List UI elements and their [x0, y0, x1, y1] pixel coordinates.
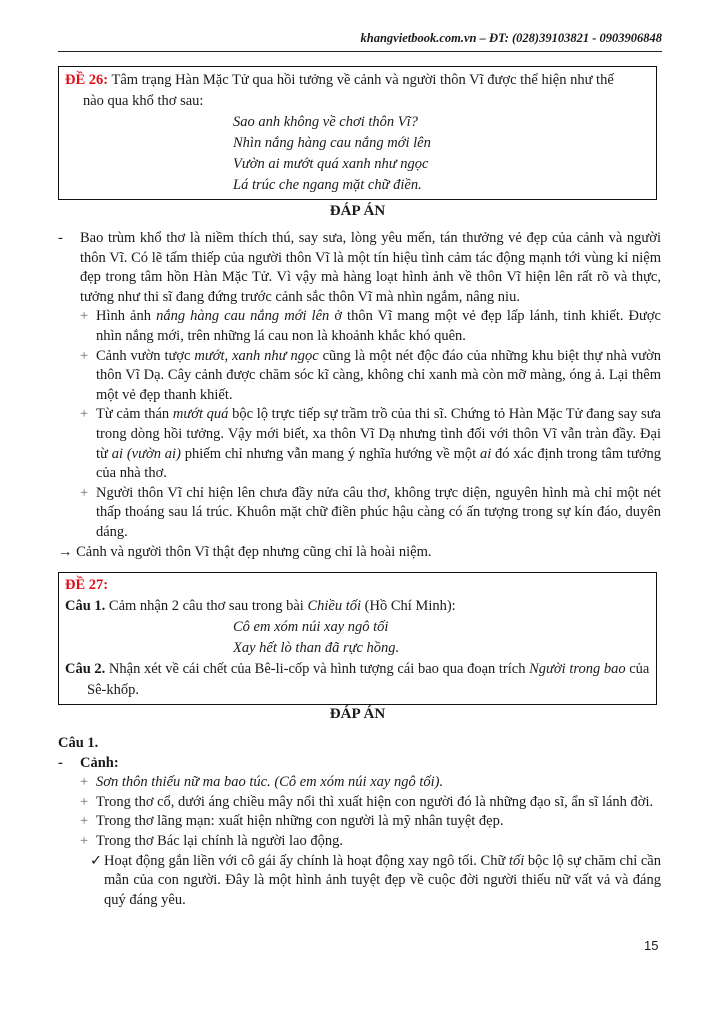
answer-26-conclusion: → Cảnh và người thôn Vĩ thật đẹp nhưng cũng chỉ là hoài niệm.	[58, 543, 432, 560]
poem-line: Nhìn nắng hàng cau nắng mới lên	[233, 135, 431, 151]
answer-26-point-2: + Cảnh vườn tược mướt, xanh như ngọc cũng là một nét độc đáo của những khu biệt thự nhà vườn thôn Vĩ Dạ. Cây cảnh được chăm sóc kĩ càng, không chỉ xanh mà còn mỡ màng, óng ả. Lại thêm một vẻ đẹp thanh khiết.	[80, 347, 662, 403]
answer-27-cau1: Câu 1.	[58, 735, 99, 751]
question-box-26	[58, 66, 657, 200]
answer-title-26: ĐÁP ÁN	[329, 203, 386, 219]
answer-26-point-3: + Từ cảm thán mướt quá bộc lộ trực tiếp sự trầm trồ của thi sĩ. Chứng tỏ Hàn Mặc Tử đang say sưa trong dòng hồi tưởng. Vậy mới biết, xa thôn Vĩ Dạ nhưng tình đối với thôn Vĩ vẫn tràn đầy. Đại từ ai (vườn ai) phiếm chỉ nhưng vẫn mang ý nghĩa hướng về một ai đó xác định trong tâm tưởng của nhà thơ.	[80, 406, 661, 482]
answer-27-point-2: + Trong thơ cổ, dưới áng chiều mây nổi thì xuất hiện con người đó là những đạo sĩ, ẩn sĩ lánh đời.	[80, 793, 654, 810]
poem-line: Vườn ai mướt quá xanh như ngọc	[233, 156, 429, 172]
answer-27-point-3: + Trong thơ lãng mạn: xuất hiện những con người là mỹ nhân tuyệt đẹp.	[80, 813, 504, 830]
answer-27-point-4: + Trong thơ Bác lại chính là người lao động.	[80, 832, 343, 849]
page-number: 15	[644, 938, 659, 953]
answer-27-point-1: + Sơn thôn thiếu nữ ma bao túc. (Cô em xóm núi xay ngô tối).	[80, 774, 444, 791]
answer-26-point-1: + Hình ảnh nắng hàng cau nắng mới lên ở thôn Vĩ mang một vẻ đẹp lấp lánh, tinh khiết. Được nhìn nắng mới, trên những lá cau non là khoảnh khắc khó quên.	[80, 308, 661, 344]
question-27-label: ĐỀ 27:	[65, 577, 109, 593]
question-27-q1: Câu 1. Cảm nhận 2 câu thơ sau trong bài Chiều tối (Hồ Chí Minh):	[65, 598, 456, 614]
answer-title-27: ĐÁP ÁN	[329, 706, 386, 722]
page-header: khangvietbook.com.vn – ĐT: (028)39103821 - 0903906848	[58, 31, 662, 52]
answer-26	[58, 229, 661, 562]
poem-line: Xay hết lò than đã rực hồng.	[233, 640, 400, 656]
question-box-27	[58, 572, 657, 705]
poem-line: Cô em xóm núi xay ngô tối	[233, 619, 389, 635]
poem-27	[65, 617, 650, 659]
poem-line: Sao anh không về chơi thôn Vĩ?	[233, 114, 418, 130]
answer-27	[58, 734, 661, 910]
question-26-part-a: Tâm trạng Hàn Mặc Tử qua hồi tưởng về cảnh và người thôn Vĩ được thể hiện như thế	[108, 72, 614, 88]
poem-line: Lá trúc che ngang mặt chữ điền.	[233, 177, 422, 193]
poem-26	[65, 112, 650, 196]
question-26-text	[65, 70, 650, 91]
question-26-label: ĐỀ 26:	[65, 72, 109, 88]
answer-26-point-4: + Người thôn Vĩ chỉ hiện lên chưa đầy nửa câu thơ, không trực diện, nguyên hình mà chỉ một nét thấp thoáng sau lá trúc. Khuôn mặt chữ điền phúc hậu càng có ấn tượng trong sự kín đáo, duyên dáng.	[80, 484, 661, 540]
question-27-q2: Câu 2. Nhận xét về cái chết của Bê-li-cốp và hình tượng cái bao qua đoạn trích Người trong bao của Sê-khốp.	[65, 661, 650, 698]
answer-26-intro: - Bao trùm khổ thơ là niềm thích thú, say sưa, lòng yêu mến, tán thưởng vẻ đẹp của cảnh và người thôn Vĩ. Có lẽ tấm thiếp của người thôn Vĩ là một tín hiệu tình cảm tác động mạnh tới vùng kỉ niệm đẹp trong tâm hồn Hàn Mặc Tử. Vì vậy mà hàng loạt hình ảnh về thôn Vĩ hiện lên rất rõ và thực, tưởng như thi sĩ đang đứng trước cảnh sắc thôn Vĩ mà nhìn ngắm, nâng niu.	[58, 230, 661, 305]
answer-27-canh: - Cảnh:	[58, 754, 119, 771]
question-26-continuation: nào qua khổ thơ sau:	[83, 93, 204, 109]
answer-27-check-1: ✓ Hoạt động gắn liền với cô gái ấy chính là hoạt động xay ngô tối. Chữ tối bộc lộ sự chăm chỉ cần mẫn của con người. Đây là một hình ảnh tuyệt đẹp về cuộc đời người thiếu nữ vất vả và đáng quý đáng yêu.	[90, 852, 661, 908]
checkmark-icon: ✓	[90, 852, 103, 869]
